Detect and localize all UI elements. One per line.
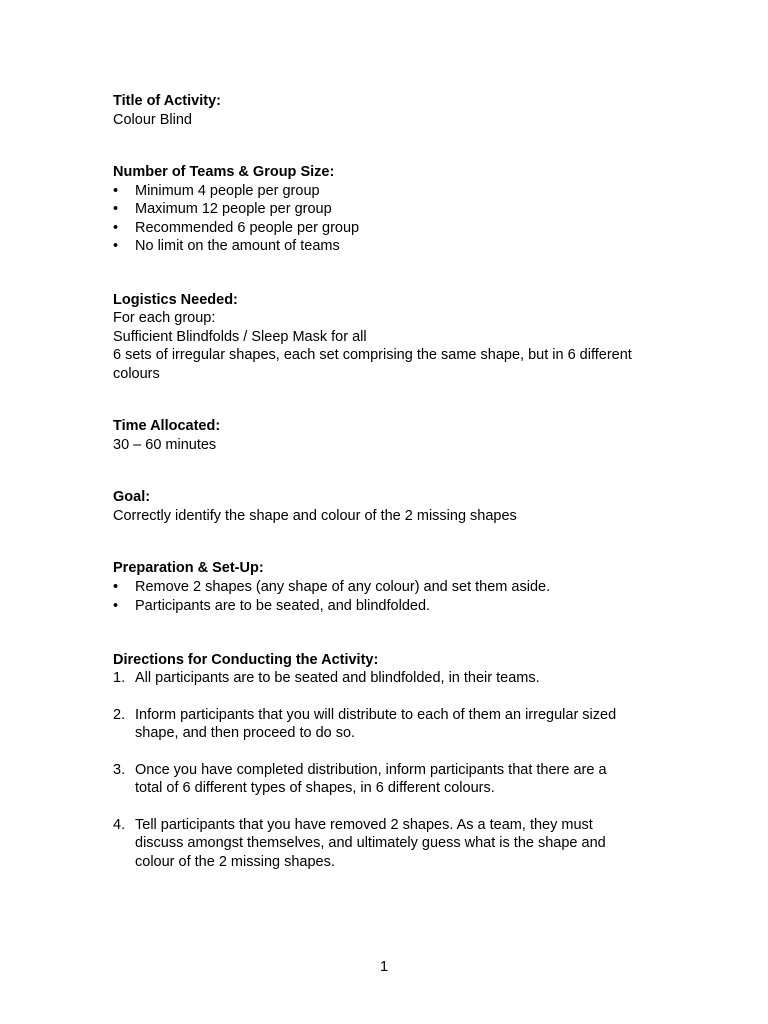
list-item: • Minimum 4 people per group [113, 182, 673, 201]
page-number: 1 [379, 959, 389, 975]
document-page [113, 92, 673, 905]
preparation-section [113, 559, 673, 616]
logistics-line: Sufficient Blindfolds / Sleep Mask for all [113, 328, 367, 345]
step-number: 1. [113, 670, 126, 686]
list-item: • Participants are to be seated, and blindfolded. [113, 597, 673, 616]
time-value: 30 – 60 minutes [113, 436, 217, 453]
preparation-heading: Preparation & Set-Up: [113, 560, 264, 576]
list-item [113, 669, 673, 688]
goal-section [113, 488, 673, 525]
goal-heading: Goal: [113, 489, 151, 505]
step-text: Inform participants that you will distribute to each of them an irregular sized shape, and then proceed to do so. [135, 706, 617, 741]
list-item: • Maximum 12 people per group [113, 200, 673, 219]
logistics-section [113, 291, 673, 384]
directions-list [113, 669, 673, 871]
step-text: All participants are to be seated and blindfolded, in their teams. [135, 670, 540, 686]
list-item [113, 761, 635, 798]
list-item [113, 706, 635, 743]
logistics-line: For each group: [113, 310, 216, 326]
step-number: 2. [113, 706, 126, 723]
step-text: Once you have completed distribution, inform participants that there are a total of 6 different types of shapes, in 6 different colours. [135, 761, 607, 796]
teams-section [113, 163, 673, 256]
list-item [113, 816, 635, 872]
step-text: Tell participants that you have removed 2 shapes. As a team, they must discuss amongst themselves, and ultimately guess what is the shape and colour of the 2 missing shapes. [135, 816, 606, 870]
activity-title: Colour Blind [113, 111, 192, 128]
directions-section [113, 651, 673, 872]
list-item: • Remove 2 shapes (any shape of any colour) and set them aside. [113, 578, 673, 597]
time-section [113, 417, 673, 454]
time-heading: Time Allocated: [113, 418, 221, 434]
title-section [113, 92, 673, 129]
title-heading: Title of Activity: [113, 93, 221, 109]
list-item: • No limit on the amount of teams [113, 237, 673, 256]
directions-heading: Directions for Conducting the Activity: [113, 651, 379, 668]
preparation-list [113, 578, 673, 616]
goal-value: Correctly identify the shape and colour of the 2 missing shapes [113, 507, 517, 524]
step-number: 3. [113, 761, 126, 778]
teams-heading: Number of Teams & Group Size: [113, 164, 335, 180]
teams-list [113, 182, 673, 256]
logistics-line: 6 sets of irregular shapes, each set comprising the same shape, but in 6 different colours [113, 347, 632, 382]
logistics-heading: Logistics Needed: [113, 291, 238, 308]
list-item: • Recommended 6 people per group [113, 219, 673, 238]
step-number: 4. [113, 816, 126, 833]
